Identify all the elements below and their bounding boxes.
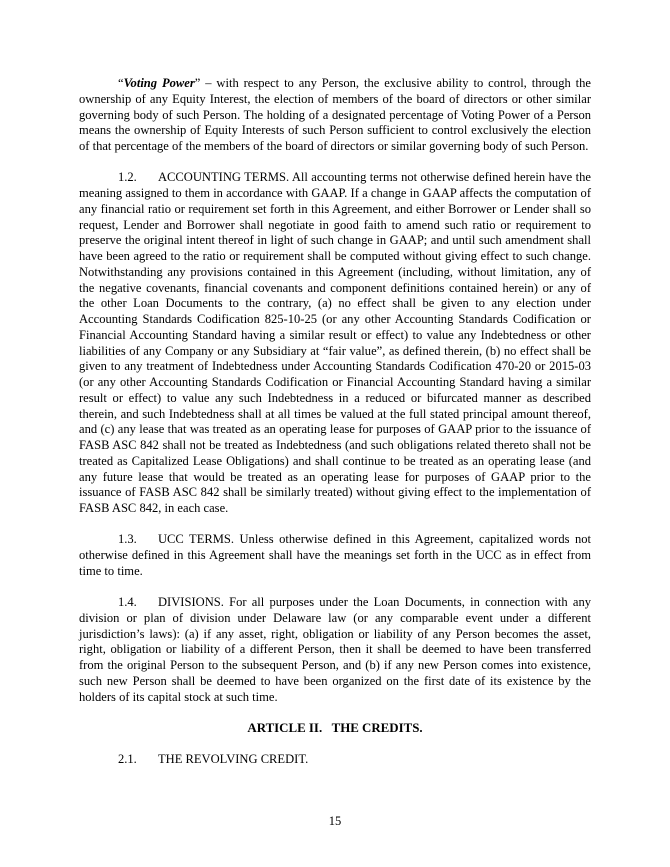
- section-number: 1.3.: [118, 532, 137, 547]
- article-heading: ARTICLE II. THE CREDITS.: [247, 720, 423, 735]
- section-number: 1.2.: [118, 170, 137, 185]
- open-quote: “: [118, 76, 124, 90]
- defined-term: Voting Power: [123, 76, 195, 90]
- section-2-1: [79, 752, 591, 768]
- section-text: ACCOUNTING TERMS. All accounting terms not otherwise defined herein have the meaning assigned to them in accordance with GAAP. If a change in GAAP affects the computation of any financial ratio or requirement set forth in this Agreement, and either Borrower or Lender shall so request, Lender and Borrower shall negotiate in good faith to amend such ratio or requirement to preserve the original intent thereof in light of such change in GAAP; and until such amendment shall have been agreed to the ratio or requirement shall be computed without giving effect to such change. Notwithstanding any provisions contained in this Agreement (including, without limitation, any of the negative covenants, financial covenants and component definitions contained herein) or any of the other Loan Documents to the contrary, (a) no effect shall be given to any election under Accounting Standards Codification 825-10-25 (or any other Accounting Standards Codification or Financial Accounting Standard having a similar result or effect) to value any Indebtedness or other liabilities of any Company or any Subsidiary at “fair value”, as defined therein, (b) no effect shall be given to any treatment of Indebtedness under Accounting Standards Codification 470-20 or 2015-03 (or any other Accounting Standards Codification or Financial Accounting Standard having a similar result or effect) to value any such Indebtedness in a reduced or bifurcated manner as described therein, and such Indebtedness shall at all times be valued at the full stated principal amount thereof, and (c) any lease that was treated as an operating lease for purposes of GAAP prior to the issuance of FASB ASC 842 shall not be treated as Indebtedness (and such obligations related thereto shall not be treated as Capitalized Lease Obligations) and shall continue to be treated as an operating lease (and any future lease that would be treated as an operating lease for purposes of GAAP prior to the issuance of FASB ASC 842 shall be similarly treated) without giving effect to the implementation of FASB ASC 842, in each case.: [79, 170, 591, 515]
- section-1-3: [79, 532, 591, 579]
- document-body: [79, 76, 591, 767]
- definition-body: – with respect to any Person, the exclusive ability to control, through the ownership of any Equity Interest, the election of members of the board of directors or other similar governing body of such Person. The holding of a designated percentage of Voting Power of a Person means the ownership of Equity Interests of such Person sufficient to control exclusively the election of that percentage of the members of the board of directors or similar governing body of such Person.: [79, 76, 591, 153]
- section-number: 1.4.: [118, 595, 137, 609]
- voting-power-definition: [79, 76, 591, 155]
- section-text: UCC TERMS. Unless otherwise defined in this Agreement, capitalized words not otherwise defined in this Agreement shall have the meanings set forth in the UCC as in effect from time to time.: [79, 532, 591, 578]
- page-number: 15: [328, 814, 342, 828]
- section-text: DIVISIONS. For all purposes under the Loan Documents, in connection with any division or plan of division under Delaware law (or any comparable event under a different jurisdiction’s laws): (a) if any asset, right, obligation or liability of any Person becomes the asset, right, obligation or liability of a different Person, then it shall be deemed to have been transferred from the original Person to the subsequent Person, and (b) if any new Person comes into existence, such new Person shall be deemed to have been organized on the first date of its existence by the holders of its capital stock at such time.: [79, 595, 591, 704]
- section-1-4: [79, 595, 591, 705]
- close-quote: ”: [194, 76, 201, 90]
- section-number: 2.1.: [118, 751, 137, 766]
- section-1-2: [79, 170, 591, 517]
- section-title: THE REVOLVING CREDIT.: [158, 751, 309, 766]
